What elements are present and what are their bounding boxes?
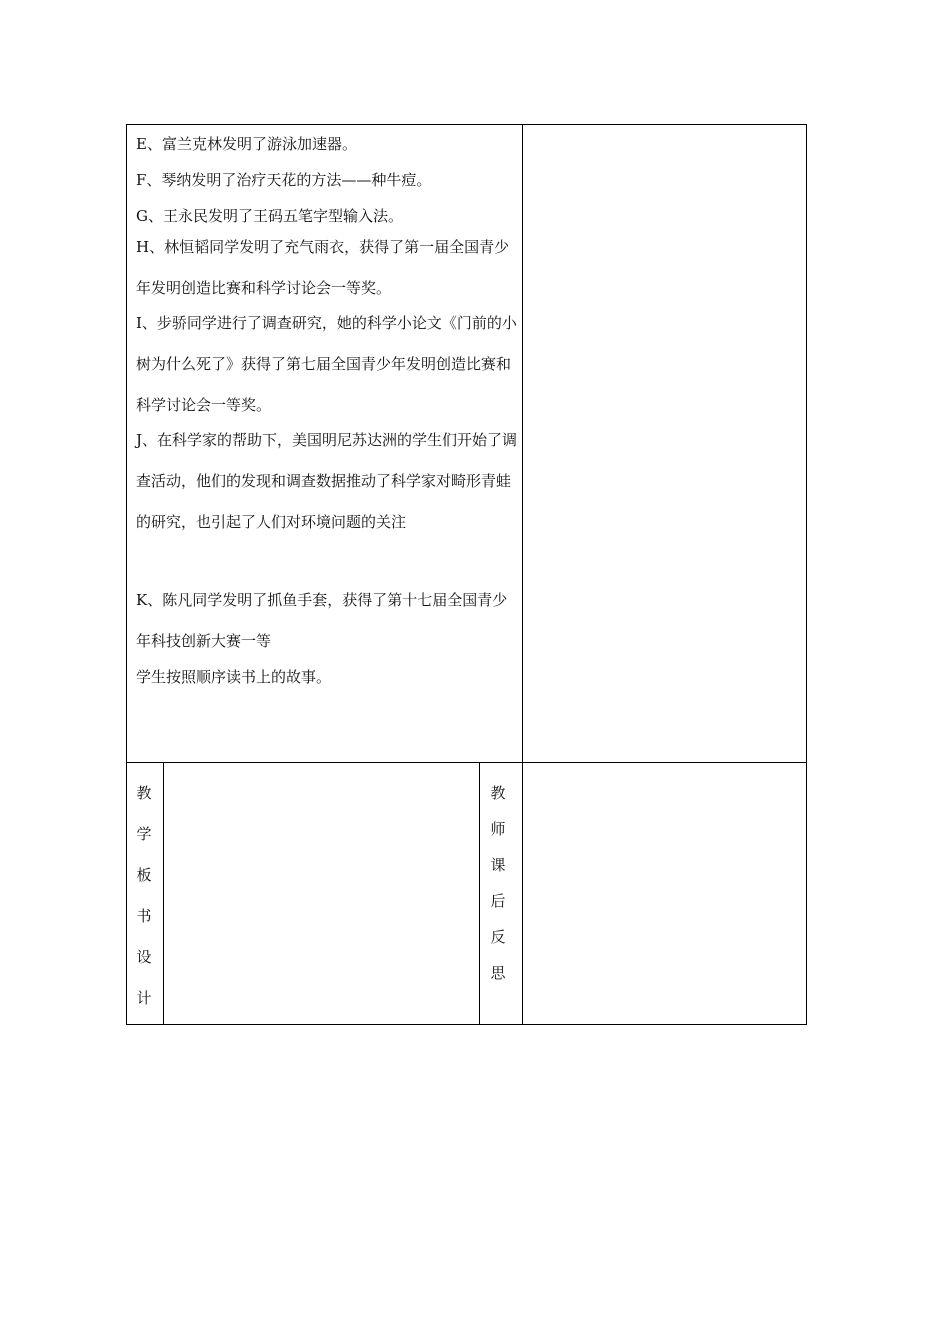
reflection-label [486, 783, 510, 999]
paragraph-j: J、在科学家的帮助下，美国明尼苏达洲的学生们开始了调查活动，他们的发现和调查数据推动了科学家对畸形青蛙的研究，也引起了人们对环境问题的关注 [136, 431, 518, 531]
reflection-char: 反 [490, 928, 506, 946]
table-divider-board-label [163, 762, 164, 1025]
paragraph-g: G、王永民发明了王码五笔字型输入法。 [136, 207, 403, 225]
board-design-char: 教 [136, 784, 152, 802]
reflection-char: 课 [490, 856, 506, 874]
paragraph-i: I、步骄同学进行了调查研究，她的科学小论文《门前的小树为什么死了》获得了第七届全国青少年发明创造比赛和科学讨论会一等奖。 [136, 314, 517, 414]
paragraph-reading-note: 学生按照顺序读书上的故事。 [136, 668, 332, 686]
table-divider-main [522, 124, 523, 1025]
table-divider-reflection-label [479, 762, 480, 1025]
board-design-char: 计 [136, 989, 152, 1007]
board-design-char: 板 [136, 866, 152, 884]
reflection-char: 思 [490, 964, 506, 982]
board-design-char: 设 [136, 948, 152, 966]
board-design-char: 学 [136, 825, 152, 843]
paragraph-f: F、琴纳发明了治疗天花的方法——种牛痘。 [136, 171, 432, 189]
paragraph-e: E、富兰克林发明了游泳加速器。 [136, 135, 357, 153]
board-design-char: 书 [136, 907, 152, 925]
paragraph-k: K、陈凡同学发明了抓鱼手套，获得了第十七届全国青少年科技创新大赛一等 [136, 591, 508, 650]
paragraph-h: H、林恒韬同学发明了充气雨衣，获得了第一届全国青少年发明创造比赛和科学讨论会一等奖。 [136, 238, 510, 297]
reflection-char: 教 [490, 784, 506, 802]
board-design-label [132, 783, 156, 1029]
reflection-char: 师 [490, 820, 506, 838]
reflection-char: 后 [490, 892, 506, 910]
table-row-divider [126, 762, 807, 763]
